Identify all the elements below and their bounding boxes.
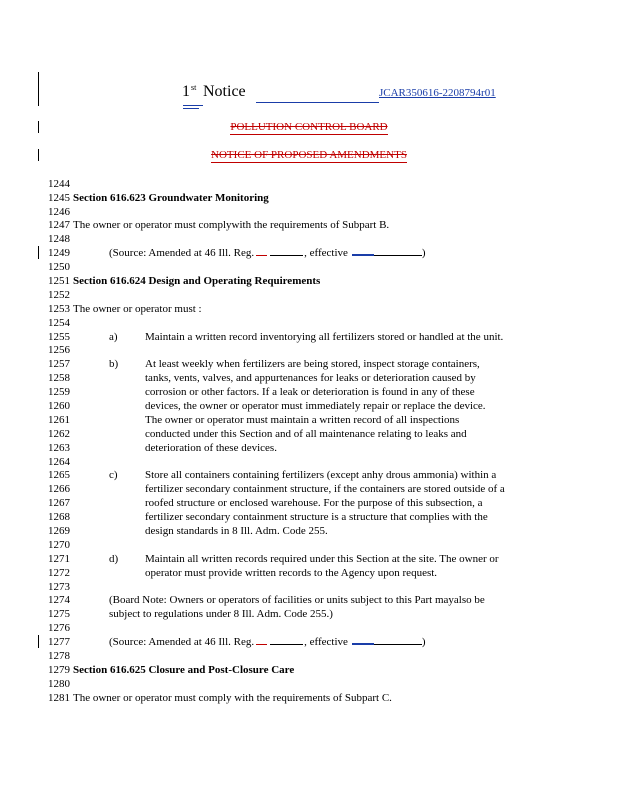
paragraph: The owner or operator must :	[73, 303, 202, 315]
source-note: (Source: Amended at 46 Ill. Reg. , effective )	[109, 636, 426, 648]
section-heading: Section 616.625 Closure and Post-Closure Care	[73, 664, 295, 676]
paragraph: design standards in 8 Ill. Adm. Code 255.	[145, 525, 328, 537]
line-number: 1259	[48, 386, 70, 398]
line-number: 1275	[48, 608, 70, 620]
line-number: 1271	[48, 553, 70, 565]
section-heading: Section 616.623 Groundwater Monitoring	[73, 192, 269, 204]
paragraph: The owner or operator must comply with the requirements of Subpart C.	[73, 692, 392, 704]
board-note: subject to regulations under 8 Ill. Adm. Code 255.)	[109, 608, 333, 620]
line-number: 1247	[48, 219, 70, 231]
paragraph: tanks, vents, valves, and appurtenances for leaks or deterioration caused by	[145, 372, 476, 384]
line-number: 1273	[48, 581, 70, 593]
line-number: 1257	[48, 358, 70, 370]
line-number: 1248	[48, 233, 70, 245]
jcar-code: JCAR350616-2208794r01	[379, 87, 496, 99]
paragraph: The owner or operator must maintain a written record of all inspections	[145, 414, 460, 426]
header-rule	[256, 102, 379, 103]
line-number: 1261	[48, 414, 70, 426]
line-number: 1254	[48, 317, 70, 329]
line-number: 1251	[48, 275, 70, 287]
line-number: 1255	[48, 331, 70, 343]
line-number: 1272	[48, 567, 70, 579]
subsection-label: b)	[109, 358, 119, 370]
subsection-label: a)	[109, 331, 118, 343]
paragraph: roofed structure or enclosed warehouse. For the purpose of this subsection, a	[145, 497, 483, 509]
change-bar	[38, 635, 39, 648]
line-number: 1263	[48, 442, 70, 454]
header-underline	[183, 105, 203, 106]
paragraph: Store all containers containing fertilizers (except anhy drous ammonia) within a	[145, 469, 497, 481]
line-number: 1276	[48, 622, 70, 634]
line-number: 1278	[48, 650, 70, 662]
line-number: 1269	[48, 525, 70, 537]
paragraph: operator must provide written records to the Agency upon request.	[145, 567, 438, 579]
board-note: (Board Note: Owners or operators of facilities or units subject to this Part mayalso be	[109, 594, 485, 606]
document-header	[0, 83, 618, 107]
source-note: (Source: Amended at 46 Ill. Reg. , effective )	[109, 247, 426, 259]
subsection-label: c)	[109, 469, 118, 481]
line-number: 1277	[48, 636, 70, 648]
line-number: 1265	[48, 469, 70, 481]
paragraph: conducted under this Section and of all maintenance relating to leaks and	[145, 428, 467, 440]
line-number: 1266	[48, 483, 70, 495]
paragraph: fertilizer secondary containment structure is a structure that complies with the	[145, 511, 488, 523]
subsection-label: d)	[109, 553, 119, 565]
line-number: 1268	[48, 511, 70, 523]
section-heading: Section 616.624 Design and Operating Requirements	[73, 275, 321, 287]
line-number: 1250	[48, 261, 70, 273]
paragraph: devices, the owner or operator must immediately repair or replace the device.	[145, 400, 486, 412]
line-number: 1249	[48, 247, 70, 259]
notice-heading: NOTICE OF PROPOSED AMENDMENTS	[211, 149, 407, 161]
notice-number: 1st	[182, 83, 197, 100]
paragraph: corrosion or other factors. If a leak or deterioration is found in any of these	[145, 386, 475, 398]
agency-name: POLLUTION CONTROL BOARD	[230, 121, 388, 133]
line-number: 1256	[48, 344, 70, 356]
line-number: 1262	[48, 428, 70, 440]
paragraph: At least weekly when fertilizers are being stored, inspect storage containers,	[145, 358, 480, 370]
paragraph: Maintain all written records required under this Section at the site. The owner or	[145, 553, 499, 565]
line-number: 1267	[48, 497, 70, 509]
paragraph: deterioration of these devices.	[145, 442, 277, 454]
line-number: 1244	[48, 178, 70, 190]
line-number: 1279	[48, 664, 70, 676]
paragraph: The owner or operator must complywith the requirements of Subpart B.	[73, 219, 390, 231]
notice-title: Notice	[203, 83, 246, 100]
paragraph: Maintain a written record inventorying all fertilizers stored or handled at the unit.	[145, 331, 504, 343]
header-underline	[183, 108, 199, 109]
line-number: 1258	[48, 372, 70, 384]
line-number: 1281	[48, 692, 70, 704]
line-number: 1252	[48, 289, 70, 301]
line-number: 1274	[48, 594, 70, 606]
line-number: 1264	[48, 456, 70, 468]
line-number: 1245	[48, 192, 70, 204]
line-number: 1280	[48, 678, 70, 690]
line-number: 1270	[48, 539, 70, 551]
paragraph: fertilizer secondary containment structure, if the containers are stored outside of a	[145, 483, 505, 495]
line-number: 1253	[48, 303, 70, 315]
change-bar	[38, 246, 39, 259]
line-number: 1246	[48, 206, 70, 218]
line-number: 1260	[48, 400, 70, 412]
